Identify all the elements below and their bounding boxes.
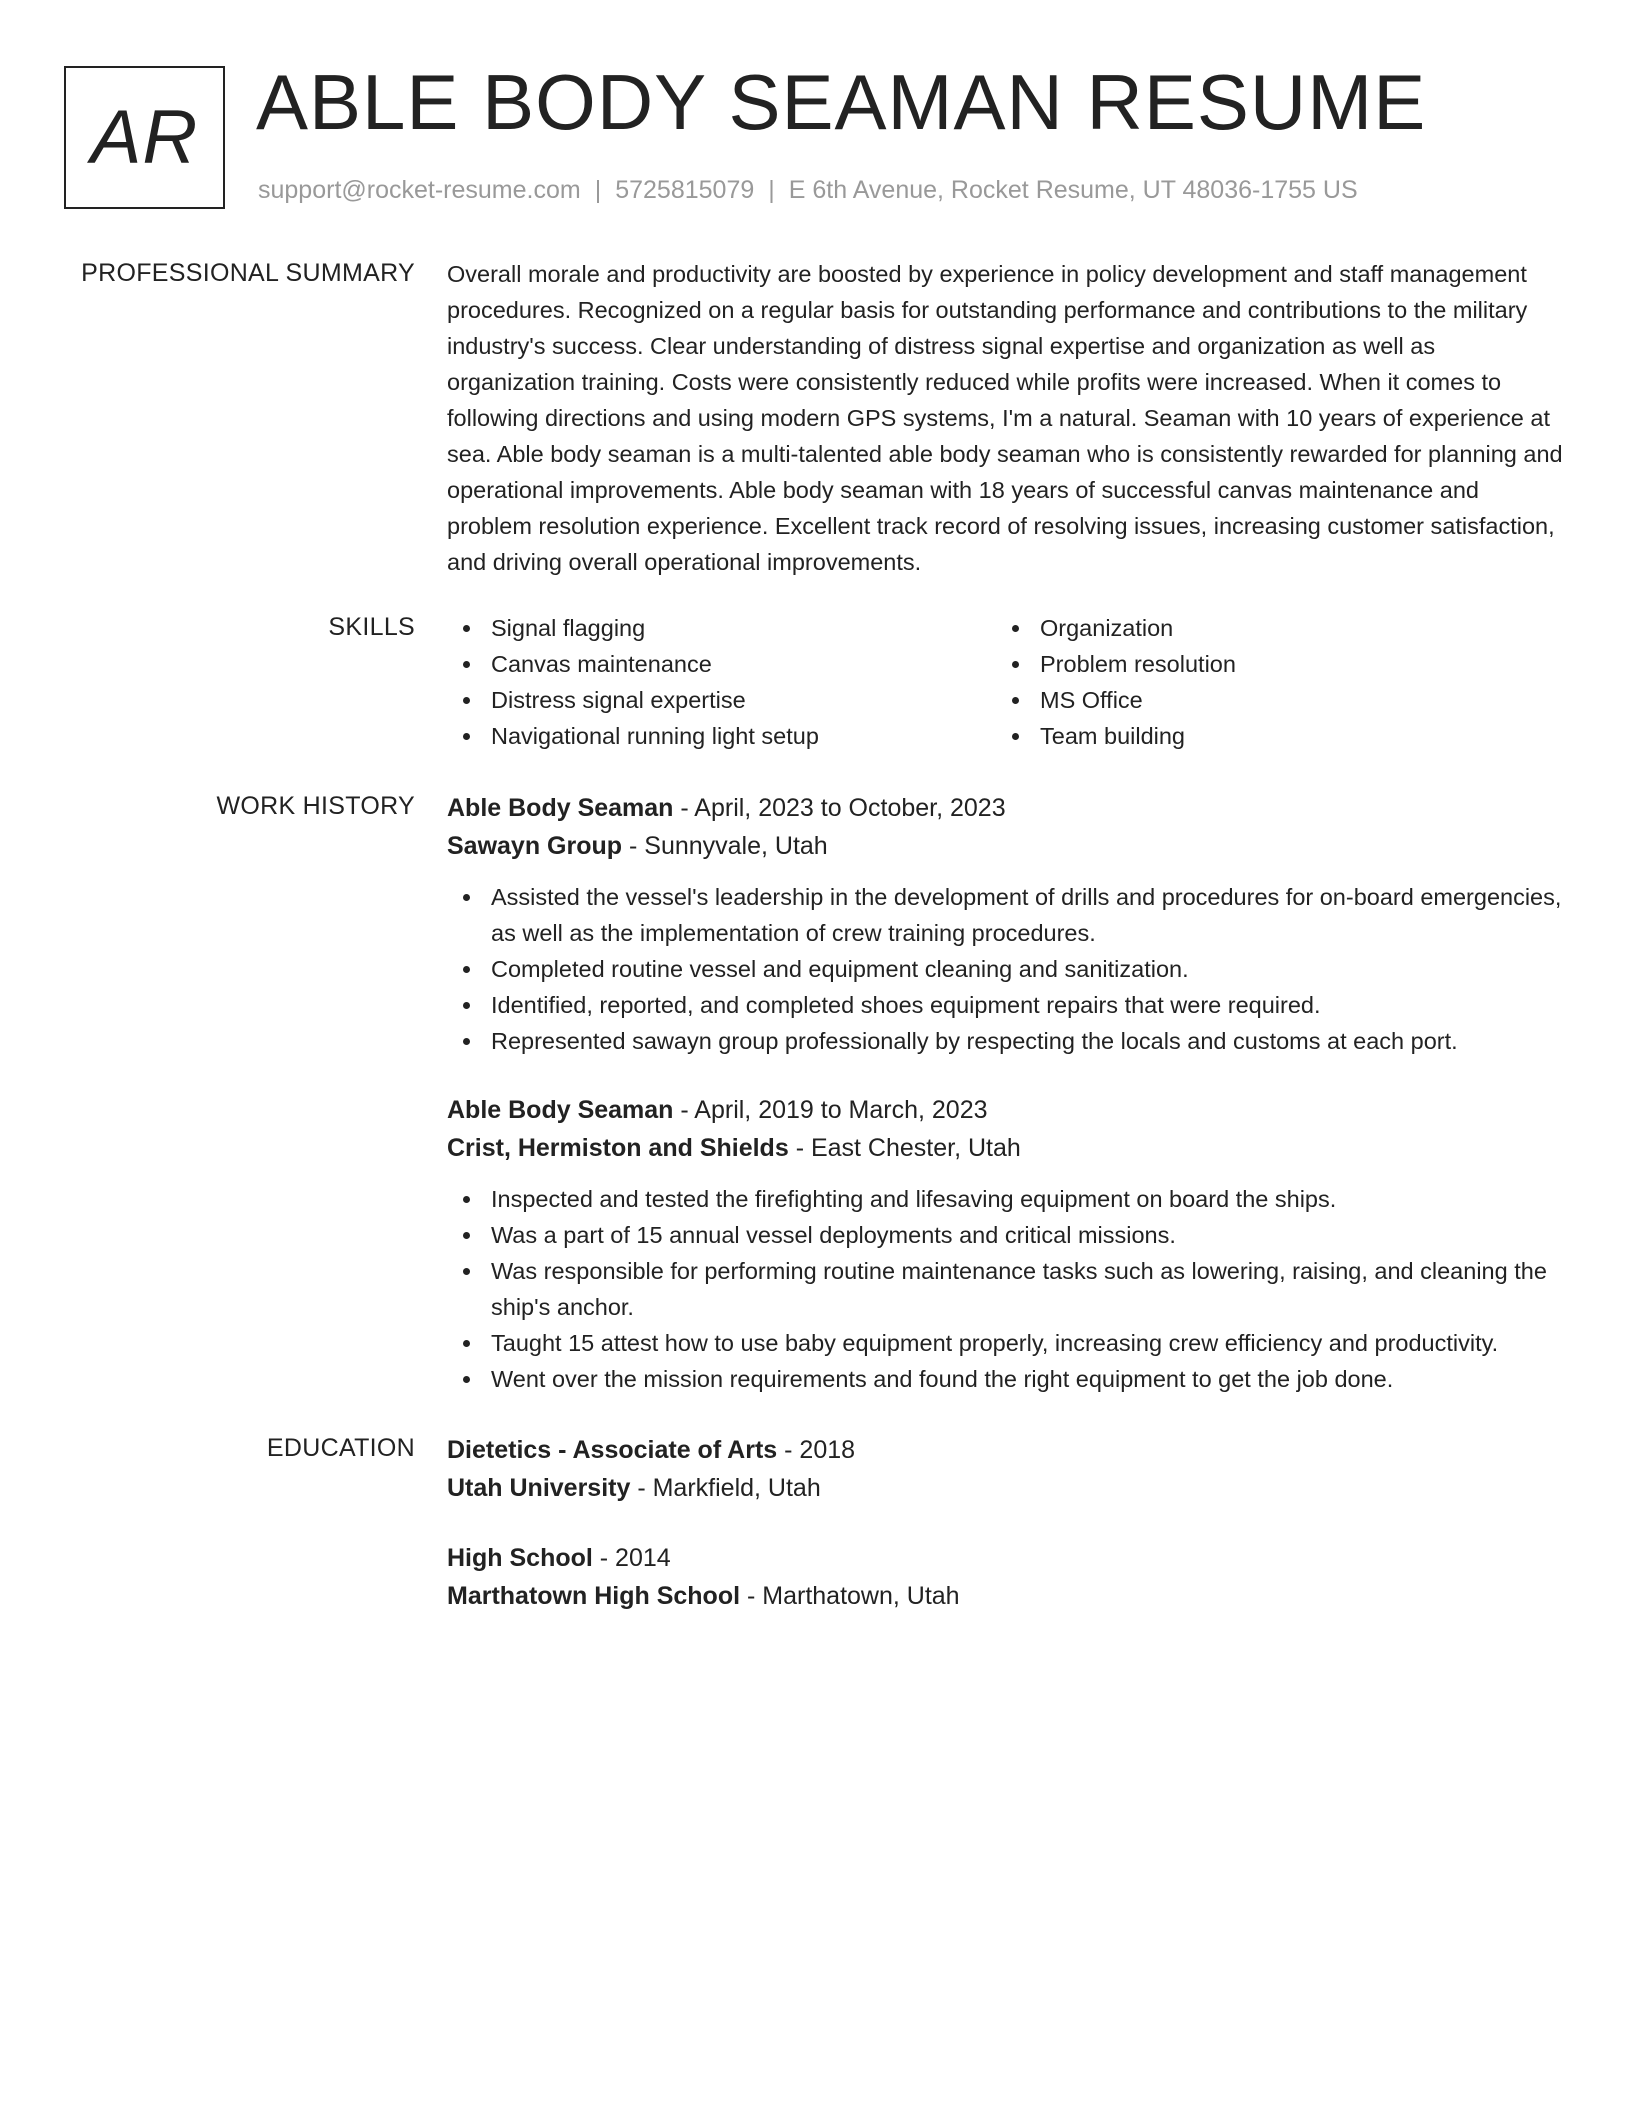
monogram-badge xyxy=(64,66,225,209)
job-location: - Sunnyvale, Utah xyxy=(622,832,828,860)
skill-item: Distress signal expertise xyxy=(447,682,996,718)
skill-item: Signal flagging xyxy=(447,610,996,646)
job-title: Able Body Seaman xyxy=(447,1096,674,1124)
job-bullet: Was a part of 15 annual vessel deployments and critical missions. xyxy=(447,1217,1567,1253)
job-bullet: Went over the mission requirements and found the right equipment to get the job done. xyxy=(447,1361,1567,1397)
contact-email: support@rocket-resume.com xyxy=(258,176,581,204)
job-bullet: Identified, reported, and completed shoes equipment repairs that were required. xyxy=(447,987,1567,1023)
job-dates: - April, 2023 to October, 2023 xyxy=(673,794,1006,822)
job-dates: - April, 2019 to March, 2023 xyxy=(673,1096,988,1124)
skills-label: SKILLS xyxy=(328,613,415,641)
contact-separator: | xyxy=(768,176,775,204)
job-title-line xyxy=(447,789,1567,827)
education-location: - Marthatown, Utah xyxy=(740,1582,960,1610)
education-entry xyxy=(447,1431,1567,1507)
job-entry xyxy=(447,1091,1567,1397)
summary-text: Overall morale and productivity are boosted by experience in policy development and staff management procedures. Recognized on a regular basis for outstanding performance and contributions to the military industry's success. Clear understanding of distress signal expertise and organization as well as organization training. Costs were consistently reduced while profits were increased. When it comes to following directions and using modern GPS systems, I'm a natural. Seaman with 10 years of experience at sea. Able body seaman is a multi-talented able body seaman who is consistently rewarded for planning and operational improvements. Able body seaman with 18 years of successful canvas maintenance and problem resolution experience. Excellent track record of resolving issues, increasing customer satisfaction, and driving overall operational improvements. xyxy=(447,261,1563,575)
job-company-line xyxy=(447,827,1567,865)
contact-phone: 5725815079 xyxy=(615,176,755,204)
job-entry xyxy=(447,789,1567,1059)
job-title: Able Body Seaman xyxy=(447,794,674,822)
job-title-line xyxy=(447,1091,1567,1129)
skills-body xyxy=(447,610,1567,754)
work-history-body xyxy=(447,789,1567,1397)
resume-title: ABLE BODY SEAMAN RESUME xyxy=(256,58,1427,146)
education-body xyxy=(447,1431,1567,1615)
skills-column-right xyxy=(996,610,1545,754)
education-year: - 2014 xyxy=(592,1544,671,1572)
skill-item: Problem resolution xyxy=(996,646,1545,682)
work-history-label: WORK HISTORY xyxy=(216,792,415,820)
skill-item: MS Office xyxy=(996,682,1545,718)
education-year: - 2018 xyxy=(777,1436,856,1464)
summary-label: PROFESSIONAL SUMMARY xyxy=(81,259,415,287)
education-degree-line xyxy=(447,1539,1567,1577)
contact-separator: | xyxy=(594,176,602,204)
summary-body xyxy=(447,256,1567,580)
education-school-line xyxy=(447,1577,1567,1615)
education-entry xyxy=(447,1539,1567,1615)
contact-address: E 6th Avenue, Rocket Resume, UT 48036-1755 US xyxy=(788,176,1358,204)
job-location: - East Chester, Utah xyxy=(788,1134,1021,1162)
job-company: Sawayn Group xyxy=(447,832,623,860)
job-bullet: Represented sawayn group professionally by respecting the locals and customs at each port. xyxy=(447,1023,1567,1059)
skill-item: Canvas maintenance xyxy=(447,646,996,682)
job-company-line xyxy=(447,1129,1567,1167)
contact-line xyxy=(258,174,1358,206)
education-degree-line xyxy=(447,1431,1567,1469)
job-bullet: Inspected and tested the firefighting and lifesaving equipment on board the ships. xyxy=(447,1181,1567,1217)
job-bullet: Assisted the vessel's leadership in the development of drills and procedures for on-board emergencies, as well as the implementation of crew training procedures. xyxy=(447,879,1567,951)
education-school-line xyxy=(447,1469,1567,1507)
education-location: - Markfield, Utah xyxy=(630,1474,821,1502)
education-school: Marthatown High School xyxy=(447,1582,741,1610)
job-bullet-list xyxy=(447,1181,1567,1397)
skill-item: Navigational running light setup xyxy=(447,718,996,754)
education-degree: Dietetics - Associate of Arts xyxy=(447,1436,778,1464)
job-bullet: Taught 15 attest how to use baby equipment properly, increasing crew efficiency and productivity. xyxy=(447,1325,1567,1361)
skill-item: Team building xyxy=(996,718,1545,754)
skill-item: Organization xyxy=(996,610,1545,646)
job-bullet-list xyxy=(447,879,1567,1059)
skills-column-left xyxy=(447,610,996,754)
job-company: Crist, Hermiston and Shields xyxy=(447,1134,789,1162)
job-bullet: Was responsible for performing routine maintenance tasks such as lowering, raising, and cleaning the ship's anchor. xyxy=(447,1253,1567,1325)
education-degree: High School xyxy=(447,1544,593,1572)
education-school: Utah University xyxy=(447,1474,631,1502)
monogram-initials: AR xyxy=(90,95,199,180)
skills-grid xyxy=(447,610,1567,754)
job-bullet: Completed routine vessel and equipment cleaning and sanitization. xyxy=(447,951,1567,987)
education-label: EDUCATION xyxy=(266,1434,415,1462)
